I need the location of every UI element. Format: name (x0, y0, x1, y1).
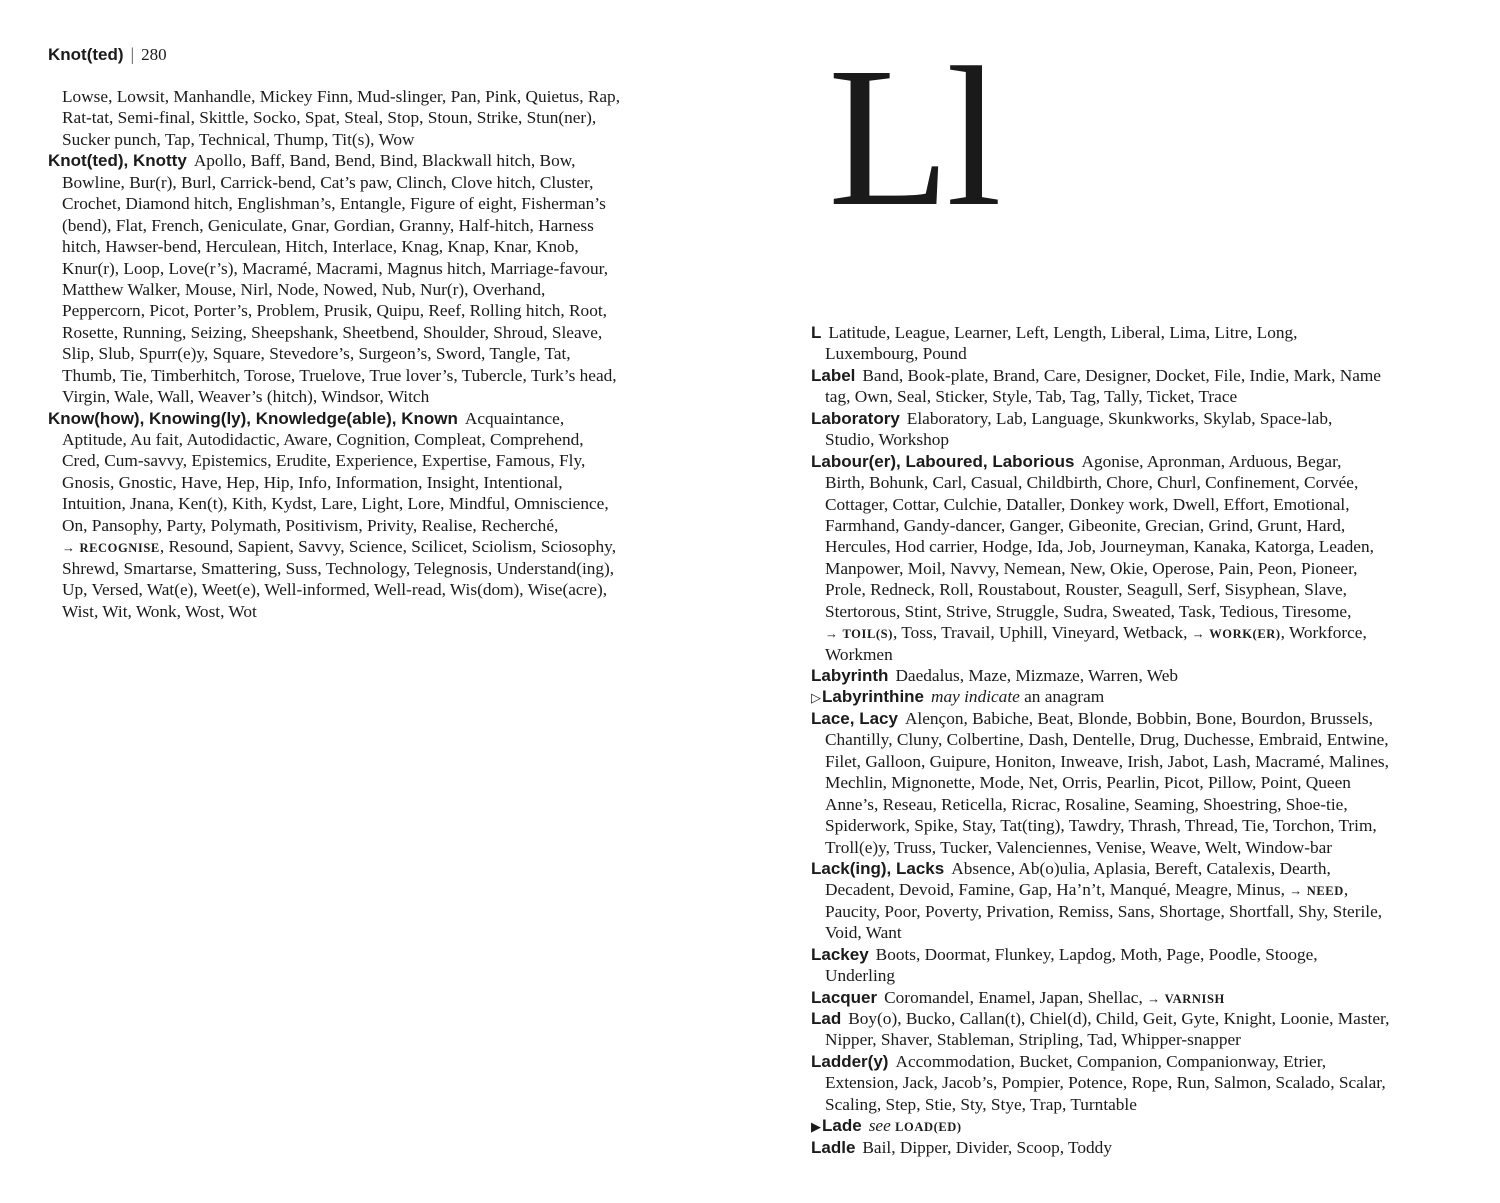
dictionary-entry (811, 686, 1471, 707)
entry-text: Rat-tat, Semi-final, Skittle, Socko, Spat, Steal, Stop, Stoun, Strike, Stun(ner), (62, 108, 597, 128)
entry-text: Chantilly, Cluny, Colbertine, Dash, Dentelle, Drug, Duchesse, Embraid, Entwine, (825, 730, 1389, 750)
entry-text: , Toss, Travail, Uphill, Vineyard, Wetback, (892, 623, 1192, 643)
entry-line (811, 794, 1471, 815)
entry-line (811, 558, 1471, 579)
dictionary-entry (811, 322, 1471, 365)
entry-text: Mechlin, Mignonette, Mode, Net, Orris, Pearlin, Picot, Pillow, Point, Queen (825, 773, 1351, 793)
dictionary-entry (48, 408, 708, 622)
entry-text: Acquaintance, (464, 408, 565, 428)
entry-line (811, 879, 1471, 900)
dictionary-entry (811, 365, 1471, 408)
entry-text: Studio, Workshop (825, 430, 950, 450)
entry-text: Intuition, Jnana, Ken(t), Kith, Kydst, Lare, Light, Lore, Mindful, Omniscience, (62, 494, 609, 514)
entry-text: tag, Own, Seal, Sticker, Style, Tab, Tag, Tally, Ticket, Trace (825, 387, 1238, 407)
headword: Labour(er), Laboured, Laborious (811, 451, 1075, 471)
entry-text: Manpower, Moil, Navvy, Nemean, New, Okie, Operose, Pain, Peon, Pioneer, (825, 558, 1358, 578)
entry-line (811, 1094, 1471, 1115)
entry-line (48, 129, 708, 150)
dictionary-entry (811, 1137, 1471, 1158)
entry-line (48, 536, 708, 557)
entry-text: (bend), Flat, French, Geniculate, Gnar, Gordian, Granny, Half-hitch, Harness (62, 215, 594, 235)
entry-text: Troll(e)y, Truss, Tucker, Valenciennes, Venise, Weave, Welt, Window-bar (825, 837, 1333, 857)
dictionary-entry (48, 150, 708, 407)
entry-text: Daedalus, Maze, Mizmaze, Warren, Web (895, 666, 1179, 685)
entry-line (811, 708, 1471, 729)
page-number: 280 (141, 45, 167, 64)
entry-line (811, 365, 1471, 386)
entry-text: Decadent, Devoid, Famine, Gap, Ha’n’t, Manqué, Meagre, Minus, (825, 880, 1290, 900)
entry-line (811, 965, 1471, 986)
entry-line (811, 1008, 1471, 1029)
entry-line (811, 1051, 1471, 1072)
entry-line (811, 322, 1471, 343)
entry-text: Elaboratory, Lab, Language, Skunkworks, Skylab, Space-lab, (906, 408, 1333, 428)
entry-line (811, 408, 1471, 429)
entry-line (811, 494, 1471, 515)
dictionary-entry (811, 708, 1471, 858)
entry-text: Lowse, Lowsit, Manhandle, Mickey Finn, Mud-slinger, Pan, Pink, Quietus, Rap, (62, 87, 621, 106)
entry-text: Cottager, Cottar, Culchie, Dataller, Donkey work, Dwell, Effort, Emotional, (825, 494, 1350, 514)
headword: Lacquer (811, 987, 878, 1007)
entry-line (48, 601, 708, 622)
dictionary-entry (811, 1008, 1471, 1051)
entry-line (811, 729, 1471, 750)
entry-text: , Workforce, (1280, 623, 1367, 643)
entry-text: an anagram (1019, 687, 1105, 707)
entry-text: Birth, Bohunk, Carl, Casual, Childbirth, Chore, Churl, Confinement, Corvée, (825, 473, 1359, 493)
entry-text: Alençon, Babiche, Beat, Blonde, Bobbin, Bone, Bourdon, Brussels, (904, 708, 1373, 728)
entry-line (811, 536, 1471, 557)
entry-text: Filet, Galloon, Guipure, Honiton, Inweave, Irish, Jabot, Lash, Macramé, Malines, (825, 751, 1389, 771)
entry-line (811, 751, 1471, 772)
headword: Labyrinthine (822, 687, 925, 707)
entry-line (811, 837, 1471, 858)
entry-line (48, 579, 708, 600)
entry-text: Matthew Walker, Mouse, Nirl, Node, Nowed, Nub, Nur(r), Overhand, (62, 279, 546, 299)
entry-text: Spiderwork, Spike, Stay, Tat(ting), Tawdry, Thrash, Thread, Tie, Torchon, Trim, (825, 816, 1377, 836)
headword: Labyrinth (811, 666, 889, 685)
entry-text: Bowline, Bur(r), Burl, Carrick-bend, Cat’s paw, Clinch, Clove hitch, Cluster, (62, 172, 594, 192)
entry-line (811, 665, 1471, 686)
cross-reference: → VARNISH (1147, 992, 1225, 1006)
entry-text: Agonise, Apronman, Arduous, Begar, (1081, 451, 1342, 471)
entry-text: Prole, Redneck, Roll, Roustabout, Rouster, Seagull, Serf, Sisyphean, Slave, (825, 580, 1348, 600)
headword: L (811, 323, 822, 342)
right-column (811, 322, 1471, 1158)
headword: Lack(ing), Lacks (811, 858, 945, 878)
entry-text: Thumb, Tie, Timberhitch, Torose, Truelove, True lover’s, Tubercle, Turk’s head, (62, 365, 617, 385)
entry-line (811, 622, 1471, 643)
entry-line (48, 279, 708, 300)
cross-reference: → TOIL(S) (825, 627, 893, 641)
entry-text: Extension, Jack, Jacob’s, Pompier, Potence, Rope, Run, Salmon, Scalado, Scalar, (825, 1073, 1386, 1093)
headword: Know(how), Knowing(ly), Knowledge(able), Known (48, 408, 458, 428)
dictionary-entry (811, 665, 1471, 686)
entry-line (811, 579, 1471, 600)
headword: Laboratory (811, 408, 900, 428)
dictionary-entry (811, 1115, 1471, 1136)
entry-line (48, 172, 708, 193)
dictionary-entry (48, 86, 708, 150)
entry-text: Accommodation, Bucket, Companion, Companionway, Etrier, (895, 1051, 1327, 1071)
entry-line (811, 644, 1471, 665)
entry-line (811, 386, 1471, 407)
cross-reference: → NEED (1289, 884, 1344, 898)
entry-text: Sucker punch, Tap, Technical, Thump, Tit(s), Wow (62, 129, 415, 149)
entry-marker-icon: ▶ (811, 1119, 821, 1135)
italic-note: may indicate (931, 687, 1020, 707)
entry-text: Void, Want (825, 923, 902, 943)
dictionary-entry (811, 987, 1471, 1008)
entry-text: Boots, Doormat, Flunkey, Lapdog, Moth, Page, Poodle, Stooge, (875, 944, 1318, 964)
entry-line (811, 686, 1471, 707)
dictionary-entry (811, 1051, 1471, 1115)
entry-line (48, 386, 708, 407)
entry-line (48, 493, 708, 514)
entry-line (48, 472, 708, 493)
entry-line (811, 987, 1471, 1008)
entry-line (48, 365, 708, 386)
entry-line (811, 922, 1471, 943)
cross-reference: LOAD(ED) (895, 1120, 962, 1135)
entry-line (811, 343, 1471, 364)
left-column (48, 86, 708, 622)
entry-line (811, 601, 1471, 622)
entry-line (811, 815, 1471, 836)
entry-text: Band, Book-plate, Brand, Care, Designer, Docket, File, Indie, Mark, Name (862, 365, 1381, 385)
entry-text: Absence, Ab(o)ulia, Aplasia, Bereft, Catalexis, Dearth, (951, 858, 1331, 878)
entry-text: Nipper, Shaver, Stableman, Stripling, Tad, Whipper-snapper (825, 1030, 1241, 1050)
headword: Ladle (811, 1137, 856, 1157)
entry-marker-icon: ▷ (811, 690, 821, 706)
entry-text: Anne’s, Reseau, Reticella, Ricrac, Rosaline, Seaming, Shoestring, Shoe-tie, (825, 794, 1348, 814)
dictionary-entry (811, 944, 1471, 987)
entry-line (811, 1072, 1471, 1093)
entry-line (48, 215, 708, 236)
headword: Lackey (811, 944, 869, 964)
headword: Knot(ted), Knotty (48, 151, 187, 171)
entry-text: Underling (825, 966, 896, 986)
entry-text: Wist, Wit, Wonk, Wost, Wot (62, 601, 257, 621)
entry-line (48, 150, 708, 171)
entry-line (811, 858, 1471, 879)
running-head-separator: | (130, 44, 135, 64)
entry-text: Latitude, League, Learner, Left, Length, Liberal, Lima, Litre, Long, (828, 323, 1298, 342)
entry-text: Aptitude, Au fait, Autodidactic, Aware, Cognition, Compleat, Comprehend, (62, 430, 584, 449)
headword: Lad (811, 1009, 842, 1028)
entry-line (48, 343, 708, 364)
headword: Lade (822, 1116, 862, 1136)
running-head (48, 44, 167, 65)
entry-text: Farmhand, Gandy-dancer, Ganger, Gibeonite, Grecian, Grind, Grunt, Hard, (825, 515, 1346, 535)
entry-line (48, 558, 708, 579)
entry-text: Apollo, Baff, Band, Bend, Bind, Blackwall hitch, Bow, (193, 151, 576, 171)
dictionary-entry (811, 451, 1471, 665)
entry-text: Hercules, Hod carrier, Hodge, Ida, Job, Journeyman, Kanaka, Katorga, Leaden, (825, 537, 1374, 557)
entry-line (48, 450, 708, 471)
headword: Label (811, 365, 856, 385)
dictionary-entry (811, 408, 1471, 451)
entry-text: Knur(r), Loop, Love(r’s), Macramé, Macrami, Magnus hitch, Marriage-favour, (62, 258, 609, 278)
cross-reference: → RECOGNISE (62, 541, 160, 555)
entry-line (811, 451, 1471, 472)
entry-line (48, 107, 708, 128)
entry-line (811, 944, 1471, 965)
entry-text: Gnosis, Gnostic, Have, Hep, Hip, Info, Information, Insight, Intentional, (62, 472, 563, 492)
headword: Ladder(y) (811, 1051, 889, 1071)
headword: Lace, Lacy (811, 708, 898, 728)
entry-line (48, 408, 708, 429)
section-letter: Ll (828, 27, 998, 248)
entry-text: Cred, Cum-savvy, Epistemics, Erudite, Experience, Expertise, Famous, Fly, (62, 451, 586, 471)
entry-line (811, 901, 1471, 922)
entry-line (48, 86, 708, 107)
entry-line (48, 515, 708, 536)
entry-line (811, 1029, 1471, 1050)
entry-text: Stertorous, Stint, Strive, Struggle, Sudra, Sweated, Task, Tedious, Tiresome, (825, 601, 1352, 621)
entry-line (811, 1115, 1471, 1136)
entry-text: Rosette, Running, Seizing, Sheepshank, Sheetbend, Shoulder, Shroud, Sleave, (62, 322, 603, 342)
entry-text: Crochet, Diamond hitch, Englishman’s, Entangle, Figure of eight, Fisherman’s (62, 194, 606, 214)
entry-text: hitch, Hawser-bend, Herculean, Hitch, Interlace, Knag, Knap, Knar, Knob, (62, 237, 579, 257)
entry-text: On, Pansophy, Party, Polymath, Positivism, Privity, Realise, Recherché, (62, 515, 559, 535)
entry-line (48, 258, 708, 279)
entry-line (811, 472, 1471, 493)
entry-line (811, 772, 1471, 793)
entry-text: Coromandel, Enamel, Japan, Shellac, (884, 987, 1148, 1007)
entry-text: Bail, Dipper, Divider, Scoop, Toddy (862, 1137, 1112, 1157)
entry-line (811, 515, 1471, 536)
entry-text: Boy(o), Bucko, Callan(t), Chiel(d), Child, Geit, Gyte, Knight, Loonie, Master, (848, 1009, 1390, 1028)
entry-line (48, 300, 708, 321)
running-head-word: Knot(ted) (48, 45, 124, 64)
entry-text: Slip, Slub, Spurr(e)y, Square, Stevedore’s, Surgeon’s, Sword, Tangle, Tat, (62, 344, 571, 364)
entry-text: , (1343, 880, 1349, 900)
entry-text: Scaling, Step, Stie, Sty, Stye, Trap, Turntable (825, 1094, 1137, 1114)
entry-line (48, 322, 708, 343)
entry-text: Shrewd, Smartarse, Smattering, Suss, Technology, Telegnosis, Understand(ing), (62, 558, 615, 578)
entry-text: , Resound, Sapient, Savvy, Science, Scilicet, Sciolism, Sciosophy, (159, 537, 617, 557)
entry-line (811, 1137, 1471, 1158)
entry-text: Up, Versed, Wat(e), Weet(e), Well-informed, Well-read, Wis(dom), Wise(acre), (62, 580, 608, 600)
entry-line (811, 429, 1471, 450)
entry-line (48, 236, 708, 257)
entry-line (48, 193, 708, 214)
entry-text: Virgin, Wale, Wall, Weaver’s (hitch), Windsor, Witch (62, 387, 430, 407)
cross-reference: → WORK(ER) (1192, 627, 1281, 641)
entry-text: Peppercorn, Picot, Porter’s, Problem, Prusik, Quipu, Reef, Rolling hitch, Root, (62, 301, 607, 321)
dictionary-entry (811, 858, 1471, 944)
entry-text: Paucity, Poor, Poverty, Privation, Remiss, Sans, Shortage, Shortfall, Shy, Sterile, (825, 901, 1383, 921)
italic-note: see (868, 1116, 891, 1136)
entry-text: Luxembourg, Pound (825, 344, 967, 364)
entry-text: Workmen (825, 644, 893, 664)
entry-line (48, 429, 708, 450)
